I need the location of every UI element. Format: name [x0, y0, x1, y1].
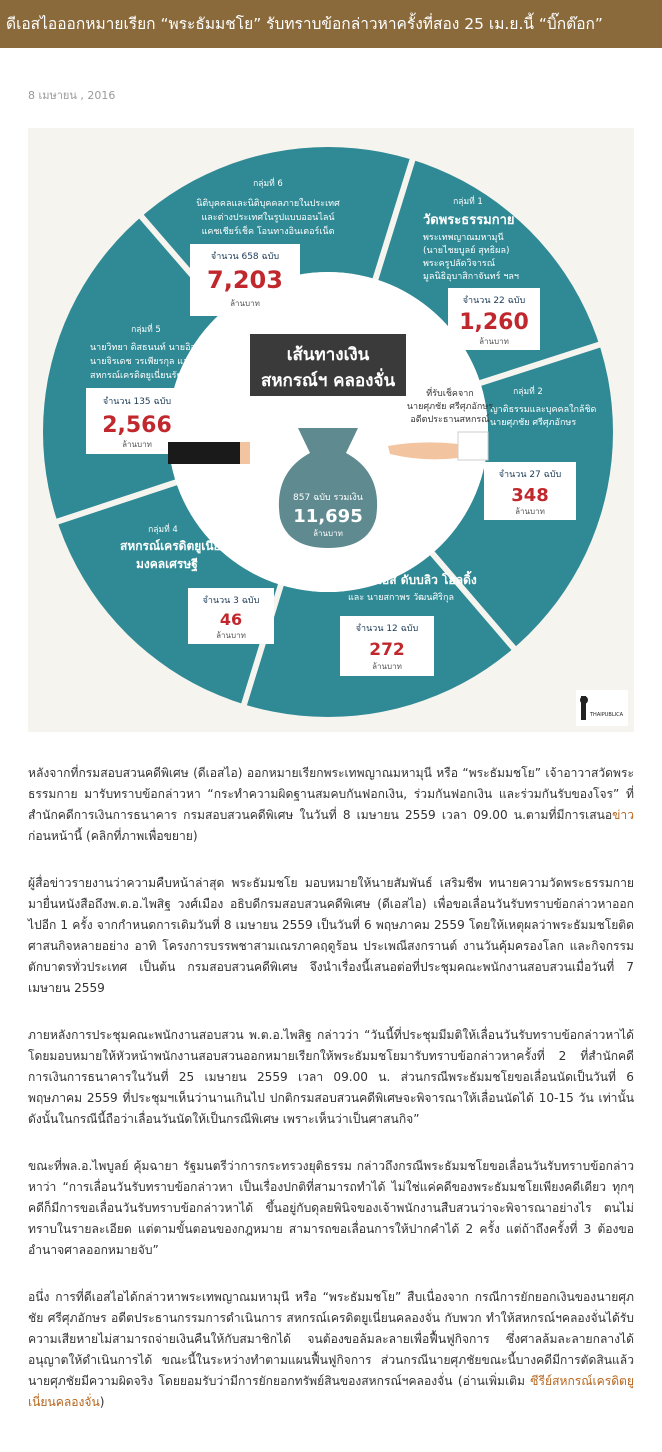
group-6-desc3: แคชเชียร์เช็ค โอนทางอินเตอร์เน็ต	[201, 227, 335, 237]
group-4-desc1: มงคลเศรษฐี	[136, 557, 198, 571]
group-1-name: วัดพระธรรมกาย	[423, 213, 515, 228]
group-1-label: กลุ่มที่ 1	[453, 197, 483, 207]
thaipublica-logo	[576, 690, 628, 726]
center-title	[250, 334, 406, 396]
group-5-desc3: สหกรณ์เครดิตยูเนี่ยนรัฐประชา	[90, 371, 208, 381]
group-2-unit: ล้านบาท	[515, 507, 545, 516]
group-6-amount: 7,203	[207, 266, 283, 294]
series-link[interactable]: ซีรีย์สหกรณ์เครดิตยูเนี่ยนคลองจั่น	[28, 1374, 634, 1409]
total-cheques: 857 ฉบับ รวมเงิน	[293, 493, 363, 503]
group-2-desc2: นายศุภชัย ศรีศุภอักษร	[490, 418, 577, 428]
giving-hand-icon	[168, 442, 250, 464]
group-6-label: กลุ่มที่ 6	[253, 179, 283, 189]
center-title-line2: สหกรณ์ฯ คลองจั่น	[260, 371, 396, 391]
group-4-unit: ล้านบาท	[216, 631, 246, 640]
total-amount: 11,695	[293, 506, 363, 527]
group-3-amount: 272	[369, 640, 405, 660]
center-title-line1: เส้นทางเงิน	[286, 345, 370, 365]
group-4-name: สหกรณ์เครดิตยูเนี่ยน	[120, 539, 229, 553]
group-6-desc1: นิติบุคคลและนิติบุคคลภายในประเทศ	[196, 199, 340, 209]
paragraph-2: ผู้สื่อข่าวรายงานว่าความคืบหน้าล่าสุด พระธัมมชโย มอบหมายให้นายสัมพันธ์ เสริมชีพ ทนายความวัดพระธรรมกาย มายื่นหนังสือถึงพ.ต.อ.ไพสิฐ วงศ์เมือง อธิบดีกรมสอบสวนคดีพิเศษ (ดีเอสไอ) เพื่อขอเลื่อนวันรับทราบข้อกล่าวหาออกไปอีก 1 ครั้ง จากกำหนดการเดิมวันที่ 8 เมษายน 2559 เป็นวันที่ 6 พฤษภาคม 2559 โดยให้เหตุผลว่าพระธัมมชโยติดศาสนกิจหลายอย่าง อาทิ โครงการบรรพชาสามเณรภาคฤดูร้อน ประเพณีสงกรานต์ งานวันคุ้มครองโลก และกิจกรรมตักบาตรทั่วประเทศ เป็นต้น กรมสอบสวนคดีพิเศษ จึงนำเรื่องนี้เสนอต่อที่ประชุมคณะพนักงานสอบสวนเมื่อวันที่ 7 เมษายน 2559	[28, 876, 634, 995]
group-2-label: กลุ่มที่ 2	[513, 387, 543, 397]
group-3-label: กลุ่มที่ 3	[383, 558, 413, 568]
group-1-desc1: พระเทพญาณมหามุนี	[423, 233, 504, 243]
group-4-amount: 46	[219, 610, 243, 629]
post-date: 8 เมษายน , 2016	[28, 89, 116, 102]
group-2-count: จำนวน 27 ฉบับ	[498, 470, 562, 480]
paragraph-1: หลังจากที่กรมสอบสวนคดีพิเศษ (ดีเอสไอ) ออกหมายเรียกพระเทพญาณมหามุนี หรือ “พระธัมมชโย” เจ้าอาวาสวัดพระธรรมกาย มารับทราบข้อกล่าวหา “กระทำความผิดฐานสมคบกันฟอกเงิน, ร่วมกันฟอกเงิน และร่วมกันรับของโจร” ที่สำนักคดีการเงินการธนาคาร กรมสอบสวนคดีพิเศษ ในวันที่ 8 เมษายน 2559 เวลา 09.00 น.ตามที่มีการเสนอข่าวก่อนหน้านี้ (คลิกที่ภาพเพื่อขยาย)	[28, 766, 634, 843]
group-6-unit: ล้านบาท	[230, 299, 260, 308]
paragraph-5: อนึ่ง การที่ดีเอสไอได้กล่าวหาพระเทพญาณมหามุนี หรือ “พระธัมมชโย” สืบเนื่องจาก กรณีการยักยอกเงินของนายศุภชัย ศรีศุภอักษร อดีตประธานกรรมการดำเนินการ สหกรณ์เครดิตยูเนี่ยนคลองจั่น กับพวก ทำให้สหกรณ์ฯคลองจั่นได้รับความเสียหายไม่สามารถจ่ายเงินคืนให้กับสมาชิกได้ จนต้องขอล้มละลายเพื่อฟื้นฟูกิจการ ซึ่งศาลล้มละลายกลางได้อนุญาตให้ดำเนินการได้ ขณะนี้ในระหว่างทำตามแผนฟื้นฟูกิจการ ส่วนกรณีนายศุภชัยขณะนี้บางคดีมีการตัดสินแล้วนายศุภชัยมีความผิดจริง โดยยอมรับว่ามีการยักยอกทรัพย์สินของสหกรณ์ฯคลองจั่น (อ่านเพิ่มเติม ซีรีย์สหกรณ์เครดิตยูเนี่ยนคลองจั่น)	[28, 1290, 634, 1409]
article-body	[28, 763, 634, 1439]
paragraph-4: ขณะที่พล.อ.ไพบูลย์ คุ้มฉายา รัฐมนตรีว่าการกระทรวงยุติธรรม กล่าวถึงกรณีพระธัมมชโยขอเลื่อนวันรับทราบข้อกล่าวหาว่า “การเลื่อนวันรับทราบข้อกล่าวหา เป็นเรื่องปกติที่สามารถทำได้ ไม่ใช่แค่คดีของพระธัมมชโยเพียงคดีเดียว ทุกๆคดีก็มีการขอเลื่อนวันรับทราบข้อกล่าวหาได้ ขึ้นอยู่กับดุลยพินิจของเจ้าพนักงานสืบสวนว่าจะพิจารณาอย่างไร ตนไม่ทราบในรายละเอียด แต่ตามขั้นตอนของกฎหมาย สามารถขอเลื่อนการให้ปากคำได้ 2 ครั้ง แต่ถ้าถึงครั้งที่ 3 ต้องขออำนาจศาลออกหมายจับ”	[28, 1159, 634, 1257]
group-1-count: จำนวน 22 ฉบับ	[462, 296, 526, 306]
infographic[interactable]	[28, 128, 634, 732]
group-1-amount: 1,260	[459, 310, 529, 335]
group-5-count: จำนวน 135 ฉบับ	[102, 397, 172, 407]
group-3-count: จำนวน 12 ฉบับ	[355, 624, 419, 634]
group-5-unit: ล้านบาท	[122, 440, 152, 449]
article-title-bar	[0, 0, 662, 48]
group-5-amount: 2,566	[102, 413, 172, 438]
source-line3: อดีตประธานสหกรณ์	[410, 415, 490, 425]
group-4-count: จำนวน 3 ฉบับ	[202, 596, 260, 606]
infographic-svg	[28, 128, 634, 732]
group-5-desc2: นายจิรเดช วรเพียรกุล และ	[90, 357, 194, 367]
source-line1: ที่รับเช็คจาก	[426, 389, 474, 399]
group-2-amount: 348	[511, 485, 549, 506]
logo-text: THAIPUBLICA	[590, 712, 623, 718]
group-3-unit: ล้านบาท	[372, 662, 402, 671]
total-unit: ล้านบาท	[313, 529, 343, 538]
group-6-count: จำนวน 658 ฉบับ	[210, 252, 280, 262]
group-3-desc1: และ นายสกาพร วัฒนศิริกุล	[348, 593, 454, 603]
article-title: ดีเอสไอออกหมายเรียก “พระธัมมชโย” รับทราบข้อกล่าวหาครั้งที่สอง 25 เม.ย.นี้ “บิ๊กต๊อก”	[6, 15, 603, 33]
group-1-desc4: มูลนิธิอุบาสิกาจันทร์ ฯลฯ	[423, 272, 519, 282]
source-line2: นายศุภชัย ศรีศุภอักษร	[406, 402, 494, 412]
group-5-label: กลุ่มที่ 5	[131, 325, 161, 335]
group-4-label: กลุ่มที่ 4	[148, 525, 178, 535]
news-link[interactable]: ข่าว	[612, 808, 634, 822]
group-6-desc2: และต่างประเทศในรูปแบบออนไลน์	[201, 213, 335, 223]
group-3-name: บริษัทเอส ดับบลิว โฮลดิ้ง	[348, 573, 477, 587]
paragraph-3: ภายหลังการประชุมคณะพนักงานสอบสวน พ.ต.อ.ไพสิฐ กล่าวว่า “วันนี้ที่ประชุมมีมติให้เลื่อนวันรับทราบข้อกล่าวหาได้ โดยมอบหมายให้หัวหน้าพนักงานสอบสวนออกหมายเรียกให้พระธัมมชโยมารับทราบข้อกล่าวหาครั้งที่ 2 ที่สำนักคดีการเงินการธนาคารในวันที่ 25 เมษายน 2559 เวลา 09.00 น. ส่วนกรณีพระธัมมชโยขอเลื่อนนัดเป็นวันที่ 6 พฤษภาคม 2559 ที่ประชุมฯเห็นว่านานเกินไป ปกติกรมสอบสวนคดีพิเศษจะพิจารณาให้เลื่อนนัดได้ 10-15 วัน เท่านั้น ดังนั้นในกรณีนี้ถือว่าเลื่อนวันนัดให้เป็นกรณีพิเศษ เพราะเห็นว่าเป็นศาสนกิจ”	[28, 1028, 634, 1126]
group-1-unit: ล้านบาท	[479, 337, 509, 346]
group-2-desc1: ญาติธรรมและบุคคลใกล้ชิด	[490, 405, 597, 415]
group-1-desc3: พระครูปลัดวิจารณ์	[423, 259, 496, 269]
group-1-desc2: (นายไชยบูลย์ สุทธิผล)	[423, 246, 510, 256]
group-5-desc1: นายวิทยา ดิสธนนท์ นายอิสราวัชร์	[90, 343, 222, 353]
